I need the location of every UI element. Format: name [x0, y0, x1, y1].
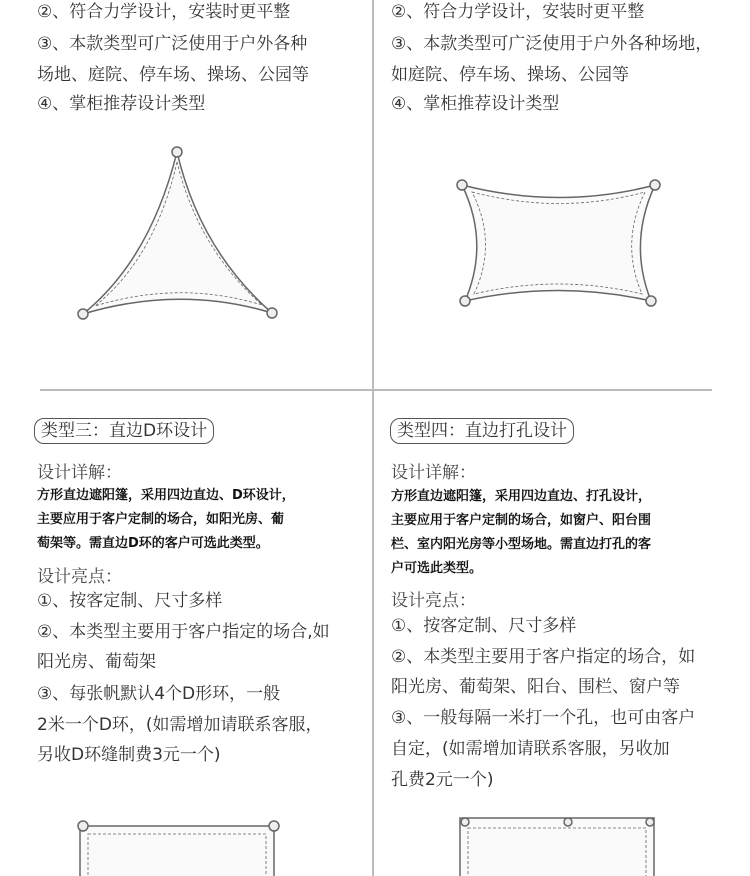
triangle-sail-icon: [78, 147, 277, 319]
grommet-rectangle-sail-icon: [460, 818, 654, 876]
text-line: ②、符合力学设计，安装时更平整: [391, 2, 645, 22]
text-line: 场地、庭院、停车场、操场、公园等: [37, 65, 309, 85]
highlight-heading: 设计亮点：: [37, 567, 122, 587]
detail-heading: 设计详解：: [391, 463, 476, 483]
highlight-line: ①、按客定制、尺寸多样: [391, 616, 577, 636]
highlight-line: 自定，(如需增加请联系客服，另收加: [391, 739, 670, 759]
detail-line: 户可选此类型。: [391, 561, 483, 576]
detail-line: 主要应用于客户定制的场合，如阳光房、葡: [37, 512, 285, 527]
type4-badge: 类型四：直边打孔设计: [390, 418, 574, 444]
text-line: ④、掌柜推荐设计类型: [391, 94, 560, 114]
highlight-line: ①、按客定制、尺寸多样: [37, 591, 223, 611]
detail-line: 萄架等。需直边D环的客户可选此类型。: [37, 536, 269, 551]
text-line: ④、掌柜推荐设计类型: [37, 94, 206, 114]
curved-rectangle-sail-icon: [457, 180, 660, 306]
text-line: ②、符合力学设计，安装时更平整: [37, 2, 291, 22]
highlight-line: ②、本类型主要用于客户指定的场合,如: [37, 622, 330, 642]
highlight-line: 另收D环缝制费3元一个): [37, 745, 221, 765]
highlight-line: ②、本类型主要用于客户指定的场合，如: [391, 647, 696, 667]
detail-line: 方形直边遮阳篷，采用四边直边、打孔设计，: [391, 489, 652, 504]
detail-line: 方形直边遮阳篷，采用四边直边、D环设计，: [37, 488, 295, 503]
text-line: ③、本款类型可广泛使用于户外各种场地，: [391, 34, 713, 54]
detail-heading: 设计详解：: [37, 463, 122, 483]
highlight-line: 阳光房、葡萄架、阳台、围栏、窗户等: [391, 677, 680, 697]
detail-line: 栏、室内阳光房等小型场地。需直边打孔的客: [391, 537, 652, 552]
highlight-heading: 设计亮点：: [391, 591, 476, 611]
d-ring-rectangle-sail-icon: [78, 821, 279, 876]
highlight-line: 阳光房、葡萄架: [37, 652, 156, 672]
highlight-line: ③、每张帆默认4个D形环，一般: [37, 684, 281, 704]
detail-line: 主要应用于客户定制的场合，如窗户、阳台围: [391, 513, 652, 528]
type3-badge: 类型三：直边D环设计: [34, 418, 214, 444]
highlight-line: ③、一般每隔一米打一个孔，也可由客户: [391, 708, 696, 728]
text-line: 如庭院、停车场、操场、公园等: [391, 65, 629, 85]
text-line: ③、本款类型可广泛使用于户外各种: [37, 34, 308, 54]
highlight-line: 2米一个D环，(如需增加请联系客服，: [37, 715, 323, 735]
highlight-line: 孔费2元一个): [391, 770, 494, 790]
